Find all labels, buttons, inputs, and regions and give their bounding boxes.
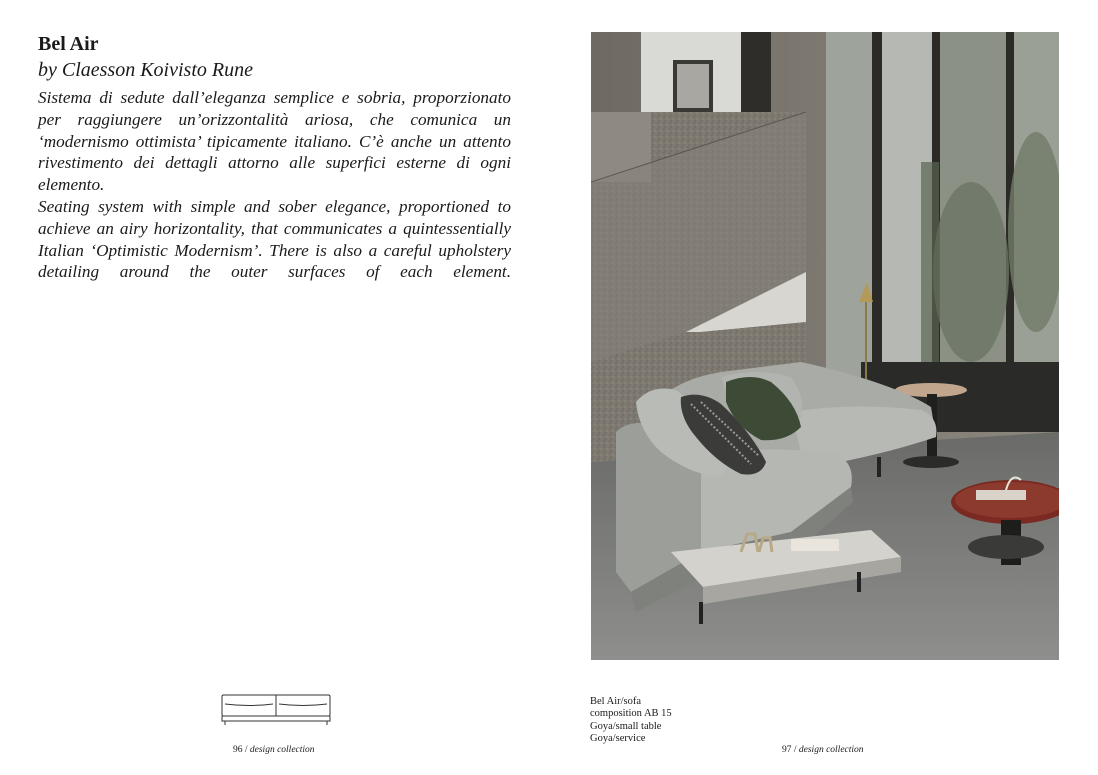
caption-line: composition AB 15 (590, 708, 672, 720)
collection-name: design collection (249, 745, 315, 755)
sofa-line-drawing-icon (219, 693, 333, 727)
page-number: 97 (782, 745, 792, 755)
collection-name: design collection (798, 745, 864, 755)
caption-line: Goya/small table (590, 720, 662, 732)
designer-credit: by Claesson Koivisto Rune (38, 59, 253, 81)
caption-line: Goya/service (590, 732, 646, 744)
page-folio-right (782, 745, 864, 755)
caption-line: Bel Air/sofa (590, 696, 642, 707)
photo-caption (590, 696, 672, 745)
folio-separator: / (793, 745, 797, 755)
right-page (549, 0, 1098, 775)
folio-separator: / (244, 745, 248, 755)
description-italian: Sistema di sedute dall’eleganza semplice e sobria, proporzionato per raggiungere un’orizzontalità ariosa, che comunica un ‘modernismo ottimista’ tipicamente italiano. C’è anche un attento rivestimento dei dettagli attorno alle superfici esterne di ogni elemento. (38, 88, 511, 195)
product-photo (591, 32, 1059, 660)
page-number: 96 (233, 745, 243, 755)
description-english: Seating system with simple and sober elegance, proportioned to achieve an airy horizontality, that communicates a quintessentially Italian ‘Optimistic Modernism’. There is also a careful upholstery detailing around the outer surfaces of each element. (38, 196, 511, 282)
page-folio-left (233, 745, 315, 755)
product-title: Bel Air (38, 33, 99, 55)
product-description (38, 87, 511, 283)
